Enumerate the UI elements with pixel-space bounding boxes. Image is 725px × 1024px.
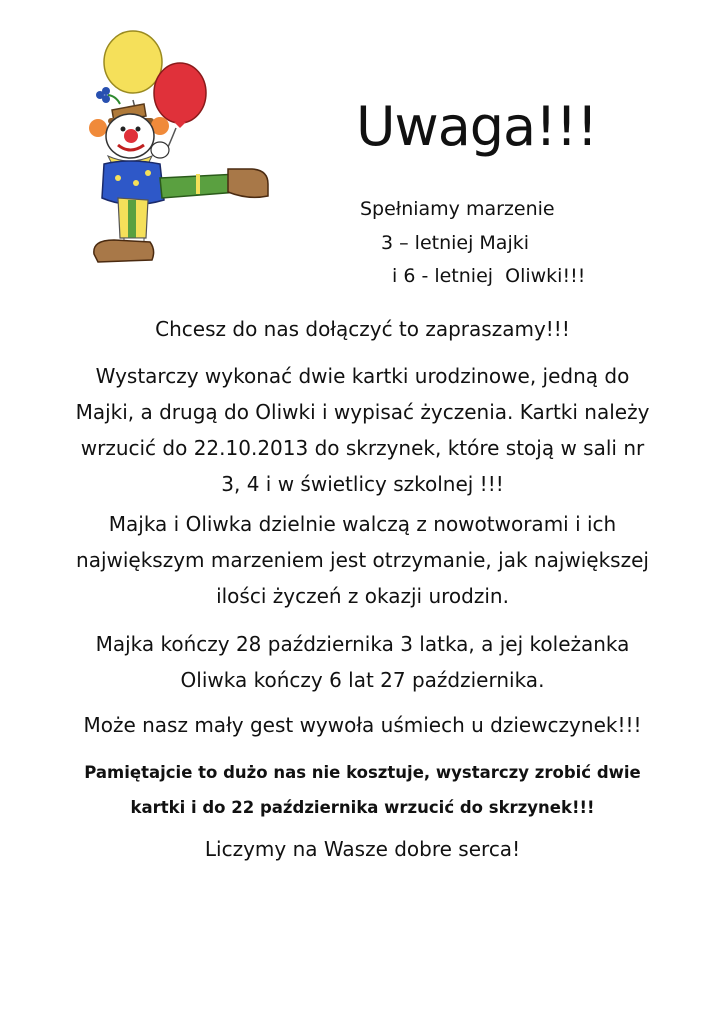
intro-line-1: Spełniamy marzenie [360, 198, 555, 220]
intro-line-3: i 6 - letniej Oliwki!!! [392, 265, 586, 287]
red-balloon [154, 63, 206, 123]
instructions-paragraph: Wystarczy wykonać dwie kartki urodzinowe, jedną do Majki, a drugą do Oliwki i wypisać życzenia. Kartki należy wrzucić do 22.10.2013 do skrzynek, które stoją w sali nr 3, 4 i w świetlicy szkolnej !!! [75, 364, 650, 496]
smile-paragraph: Może nasz mały gest wywoła uśmiech u dziewczynek!!! [83, 713, 642, 737]
invite-paragraph: Chcesz do nas dołączyć to zapraszamy!!! [155, 317, 570, 341]
closing-paragraph: Liczymy na Wasze dobre serca! [204, 837, 521, 861]
clown-illustration [78, 28, 278, 264]
yellow-balloon [104, 31, 162, 93]
page-title: Uwaga!!! [356, 95, 598, 158]
reminder-paragraph: Pamiętajcie to dużo nas nie kosztuje, wystarczy zrobić dwie kartki i do 22 października wrzucić do skrzynek!!! [84, 763, 641, 817]
story-paragraph: Majka i Oliwka dzielnie walczą z nowotworami i ich największym marzeniem jest otrzymanie, jak największej ilości życzeń z okazji urodzin. [76, 512, 649, 608]
birthdays-paragraph: Majka kończy 28 października 3 latka, a jej koleżanka Oliwka kończy 6 lat 27 października. [95, 632, 630, 692]
intro-line-2: 3 – letniej Majki [381, 232, 530, 254]
